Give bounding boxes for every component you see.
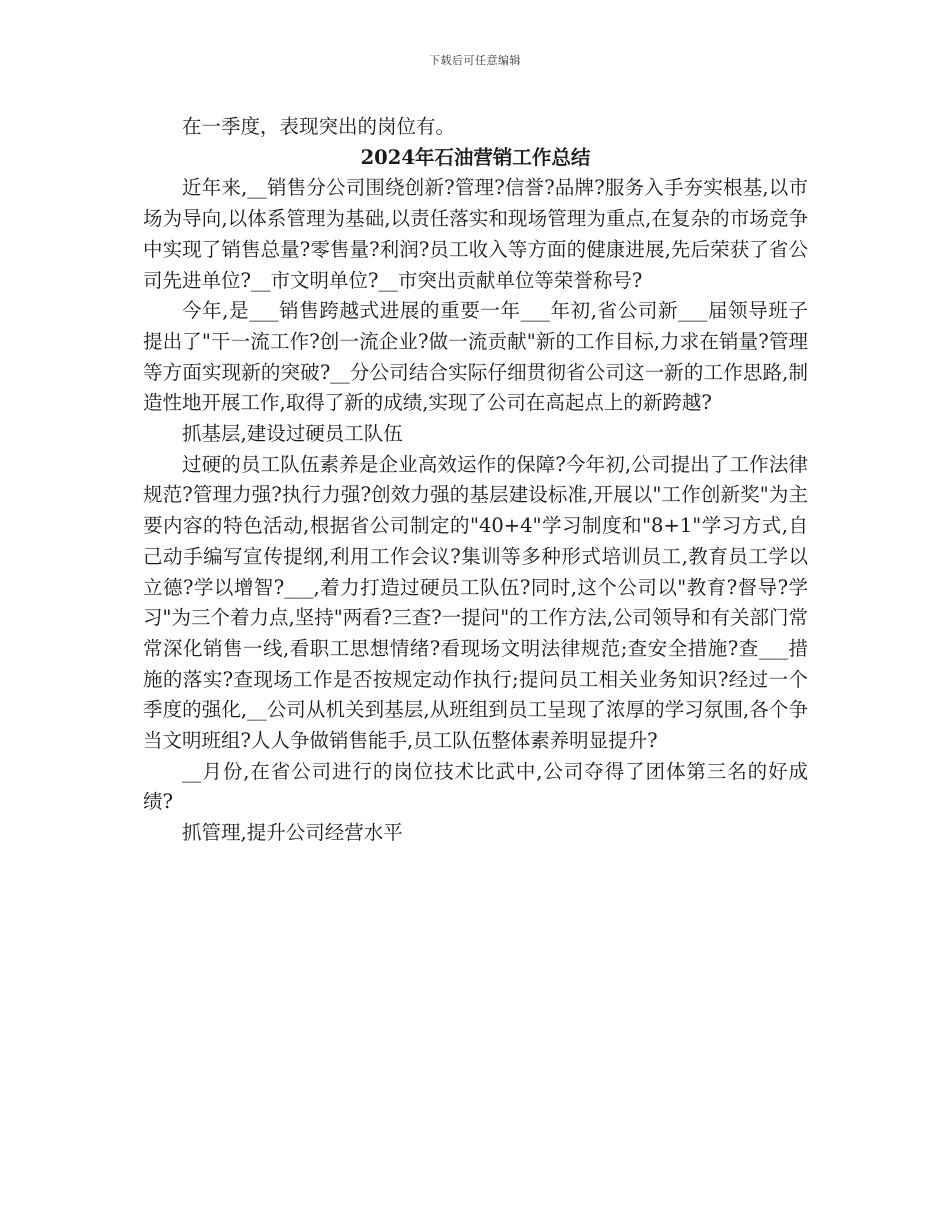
page-header: 下载后可任意编辑	[429, 54, 521, 67]
intro-paragraph: 在一季度，表现突出的岗位有。	[182, 115, 456, 138]
document-title: 2024年石油营销工作总结	[360, 145, 591, 169]
paragraph: 过硬的员工队伍素养是企业高效运作的保障?今年初,公司提出了工作法律规范?管理力强?执行力强?创效力强的基层建设标准,开展以"工作创新奖"为主要内容的特色活动,根据省公司制定的"40+4"学习制度和"8+1"学习方式,自己动手编写宣传提纲,利用工作会议?集训等多种形式培训员工,教育员工学以立德?学以增智?___,着力打造过硬员工队伍?同时,这个公司以"教育?督导?学习"为三个着力点,坚持"两看?三查?一提问"的工作方法,公司领导和有关部门常常深化销售一线,看职工思想情绪?看现场文明法律规范;查安全措施?查___措施的落实?查现场工作是否按规定动作执行;提问员工相关业务知识?经过一个季度的强化,__公司从机关到基层,从班组到员工呈现了浓厚的学习氛围,各个争当文明班组?人人争做销售能手,员工队伍整体素养明显提升?	[143, 452, 808, 753]
section-heading: 抓基层,建设过硬员工队伍	[182, 422, 403, 446]
paragraph: 近年来,__销售分公司围绕创新?管理?信誉?品牌?服务入手夯实根基,以市场为导向,以体系管理为基础,以责任落实和现场管理为重点,在复杂的市场竞争中实现了销售总量?零售量?利润?员工收入等方面的健康进展,先后荣获了省公司先进单位?__市文明单位?__市突出贡献单位等荣誉称号?	[143, 176, 808, 292]
section-heading: 抓管理,提升公司经营水平	[182, 821, 403, 845]
document-body	[143, 112, 808, 849]
paragraph: __月份,在省公司进行的岗位技术比武中,公司夺得了团体第三名的好成绩?	[143, 759, 808, 814]
paragraph: 今年,是___销售跨越式进展的重要一年___年初,省公司新___届领导班子提出了"干一流工作?创一流企业?做一流贡献"新的工作目标,力求在销量?管理等方面实现新的突破?__分公司结合实际仔细贯彻省公司这一新的工作思路,制造性地开展工作,取得了新的成绩,实现了公司在高起点上的新跨越?	[143, 299, 808, 415]
